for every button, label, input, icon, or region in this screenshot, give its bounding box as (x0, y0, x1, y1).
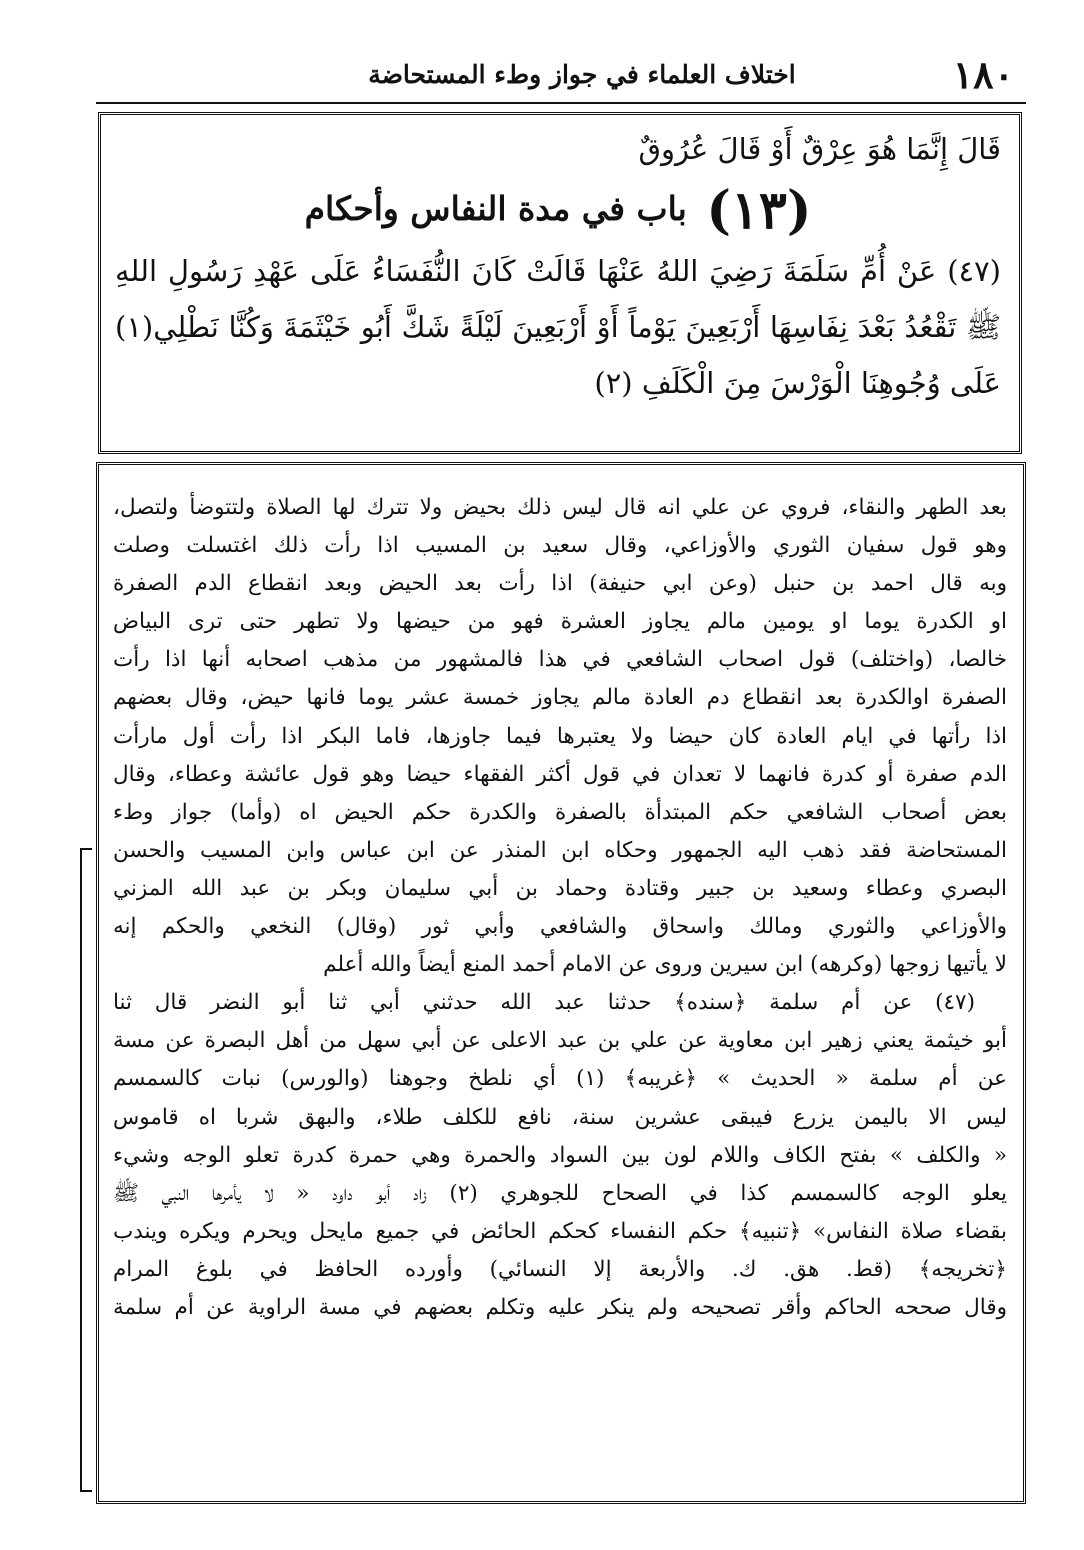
page-header (300, 52, 1014, 102)
commentary-line: وهو قول سفيان الثوري والأوزاعي، وقال سعيد بن المسيب اذا رأت ذلك اغتسلت وصلت (113, 533, 1007, 559)
commentary-line: ﴿تخريجه﴾ (قط. هق. ك. والأربعة إلا النسائي) وأورده الحافظ في بلوغ المرام (113, 1256, 1007, 1282)
chapter-title: باب في مدة النفاس وأحكام (304, 189, 687, 228)
commentary-line: البصري وعطاء وسعيد بن جبير وقتادة وحماد بن أبي سليمان وبكر بن عبد الله المزني (113, 875, 1007, 901)
commentary-line: المستحاضة فقد ذهب اليه الجمهور وحكاه ابن المنذر عن ابن عباس وابن المسيب والحسن (113, 837, 1007, 863)
commentary-line: والأوزاعي والثوري ومالك واسحاق والشافعي وأبي ثور (وقال) النخعي والحكم إنه (113, 914, 1007, 940)
commentary-line: ليس الا باليمن يزرع فيبقى عشرين سنة، نافع للكلف طلاء، والبهق شربا اه قاموس (113, 1104, 1007, 1130)
margin-bracket (80, 848, 92, 1492)
commentary-line: (٤٧) عن أم سلمة ﴿سنده﴾ حدثنا عبد الله حدثني أبي ثنا أبو النضر قال ثنا (113, 990, 975, 1016)
commentary-line: بقضاء صلاة النفاس» ﴿تنبيه﴾ حكم النفساء كحكم الحائض في جميع مايحل ويحرم ويكره ويندب (113, 1218, 1007, 1244)
hadith-line: ﷺ تَقْعُدُ بَعْدَ نِفَاسِهَا أَرْبَعِينَ يَوْماً أَوْ أَرْبَعِينَ لَيْلَةً شَكَّ أَبُو خَيْثَمَةَ وَكُنَّا نَطْلِي(١) (115, 310, 1001, 344)
commentary-line: خالصا، (واختلف) قول اصحاب الشافعي في هذا فالمشهور من مذهب اصحابه أنها اذا رأت (113, 647, 1007, 673)
commentary-line: وبه قال احمد بن حنبل (وعن ابي حنيفة) اذا رأت بعد الحيض وبعد انقطاع الدم الصفرة (113, 571, 1007, 597)
commentary-line: او الكدرة يوما او يومين مالم يجاوز العشرة فهو من حيضها ولا تطهر حتى ترى البياض (113, 609, 1007, 635)
chapter-number: (١٣) (706, 180, 812, 241)
page-number: ١٨٠ (952, 52, 1014, 97)
commentary-line: الصفرة اوالكدرة بعد انقطاع دم العادة مالم يجاوز خمسة عشر يوما فانها حيض، وقال بعضهم (113, 685, 1007, 711)
commentary-line: بعض أصحاب الشافعي حكم المبتدأة بالصفرة والكدرة حكم الحيض اه (وأما) جواز وطء (113, 799, 1007, 825)
commentary-line: يعلو الوجه كالسمسم كذا في الصحاح للجوهري (٢) زاد أبو داود « لا يأمرها النبي ﷺ (113, 1180, 1007, 1206)
commentary-box (96, 462, 1026, 1504)
commentary-line: بعد الطهر والنقاء، فروي عن علي انه قال ليس ذلك بحيض ولا تترك لها الصلاة ولتتوضأ ولتصل، (113, 495, 1007, 520)
hadith-line: (٤٧) عَنْ أُمِّ سَلَمَةَ رَضِيَ اللهُ عَنْهَا قَالَتْ كَانَ النُّفَسَاءُ عَلَى عَهْدِ رَسُولِ اللهِ (115, 254, 1001, 288)
commentary-line: عن أم سلمة « الحديث » ﴿غريبه﴾ (١) أي نلطخ وجوهنا (والورس) نبات كالسمسم (113, 1066, 1007, 1092)
commentary-line: اذا رأتها في ايام العادة كان حيضا ولا يعتبرها فيما جاوزها، فاما البكر اذا رأت أول مارأت (113, 723, 1007, 749)
running-title: اختلاف العلماء في جواز وطء المستحاضة (368, 60, 796, 89)
commentary-line: لا يأتيها زوجها (وكرهه) ابن سيرين وروى عن الامام أحمد المنع أيضاً والله أعلم (323, 952, 1007, 978)
commentary-line: « والكلف » بفتح الكاف واللام لون بين السواد والحمرة وهي حمرة كدرة تعلو الوجه وشيء (113, 1142, 1007, 1168)
chapter-heading (115, 177, 1001, 243)
header-rule (96, 102, 1026, 104)
commentary-line: الدم صفرة أو كدرة فانهما لا تعدان في قول أكثر الفقهاء حيضا وهو قول عائشة وعطاء، وقال (113, 761, 1007, 787)
commentary-line: أبو خيثمة يعني زهير ابن معاوية عن علي بن عبد الاعلى عن أبي سهل من أهل البصرة عن مسة (113, 1028, 1007, 1054)
commentary-line: وقال صححه الحاكم وأقر تصحيحه ولم ينكر عليه وتكلم بعضهم في مسة الراوية عن أم سلمة (113, 1294, 1007, 1320)
hadith-line: قَالَ إِنَّمَا هُوَ عِرْقٌ أَوْ قَالَ عُرُوقٌ (638, 132, 1001, 166)
hadith-text-box (98, 112, 1022, 454)
hadith-line: عَلَى وُجُوهِنَا الْوَرْسَ مِنَ الْكَلَفِ (٢) (594, 366, 1001, 400)
